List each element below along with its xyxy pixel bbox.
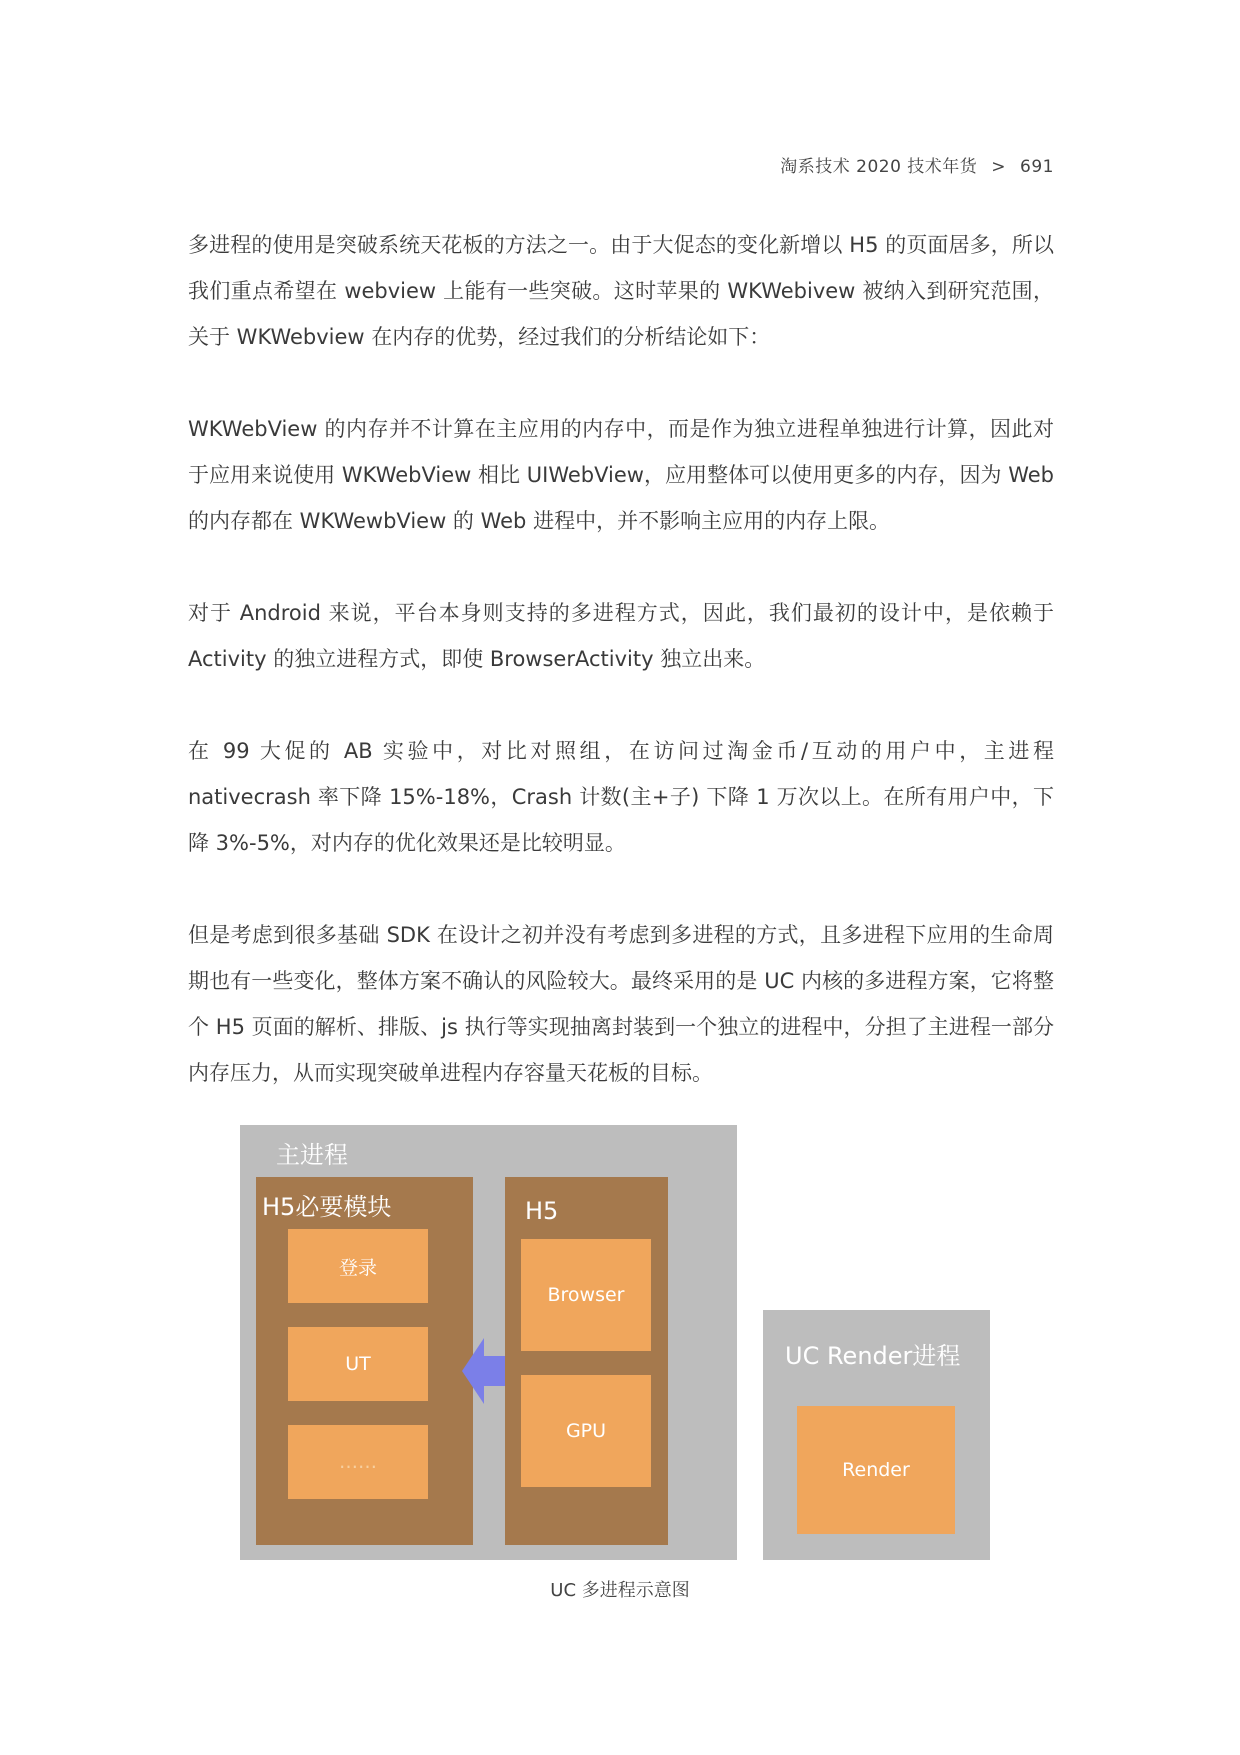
h5-modules-label: H5必要模块 [262,1193,392,1221]
h5-label: H5 [525,1197,559,1225]
module-browser: Browser [521,1239,651,1351]
render-process-label: UC Render进程 [785,1342,961,1370]
paragraph-2: WKWebView 的内存并不计算在主应用的内存中，而是作为独立进程单独进行计算，因此对于应用来说使用 WKWebView 相比 UIWebView，应用整体可以使用更多的内存，因为 Web 的内存都在 WKWewbView 的 Web 进程中，并不影响主应用的内存上限。 [188,417,1054,533]
main-process-box [240,1125,737,1560]
page-header [780,152,1054,177]
paragraph-1: 多进程的使用是突破系统天花板的方法之一。由于大促态的变化新增以 H5 的页面居多，所以我们重点希望在 webview 上能有一些突破。这时苹果的 WKWebivew 被纳入到研究范围，关于 WKWebview 在内存的优势，经过我们的分析结论如下： [188,233,1054,349]
h5-container [505,1177,668,1545]
paragraph-3: 对于 Android 来说，平台本身则支持的多进程方式，因此，我们最初的设计中，是依赖于 Activity 的独立进程方式，即使 BrowserActivity 独立出来。 [188,601,1054,671]
h5-modules-container [256,1177,473,1545]
uc-multiprocess-diagram [240,1125,1000,1565]
render-process-box [763,1310,990,1560]
header-title: 淘系技术 2020 技术年货 [780,157,978,177]
article-body [188,222,1054,1142]
figure-caption: UC 多进程示意图 [550,1580,690,1601]
paragraph-5: 但是考虑到很多基础 SDK 在设计之初并没有考虑到多进程的方式，且多进程下应用的生命周期也有一些变化，整体方案不确认的风险较大。最终采用的是 UC 内核的多进程方案，它将整个 H5 页面的解析、排版、js 执行等实现抽离封装到一个独立的进程中，分担了主进程一部分内存压力，从而实现突破单进程内存容量天花板的目标。 [188,923,1054,1085]
module-more: …… [288,1425,428,1499]
main-process-label: 主进程 [276,1141,348,1169]
paragraph-4: 在 99 大促的 AB 实验中，对比对照组，在访问过淘金币/互动的用户中，主进程 nativecrash 率下降 15%-18%，Crash 计数(主+子) 下降 1 万次以上。在所有用户中，下降 3%-5%，对内存的优化效果还是比较明显。 [188,739,1054,855]
page-number: 691 [1020,157,1054,177]
header-separator: > [991,157,1007,177]
module-render: Render [797,1406,955,1534]
module-login: 登录 [288,1229,428,1303]
module-ut: UT [288,1327,428,1401]
module-gpu: GPU [521,1375,651,1487]
